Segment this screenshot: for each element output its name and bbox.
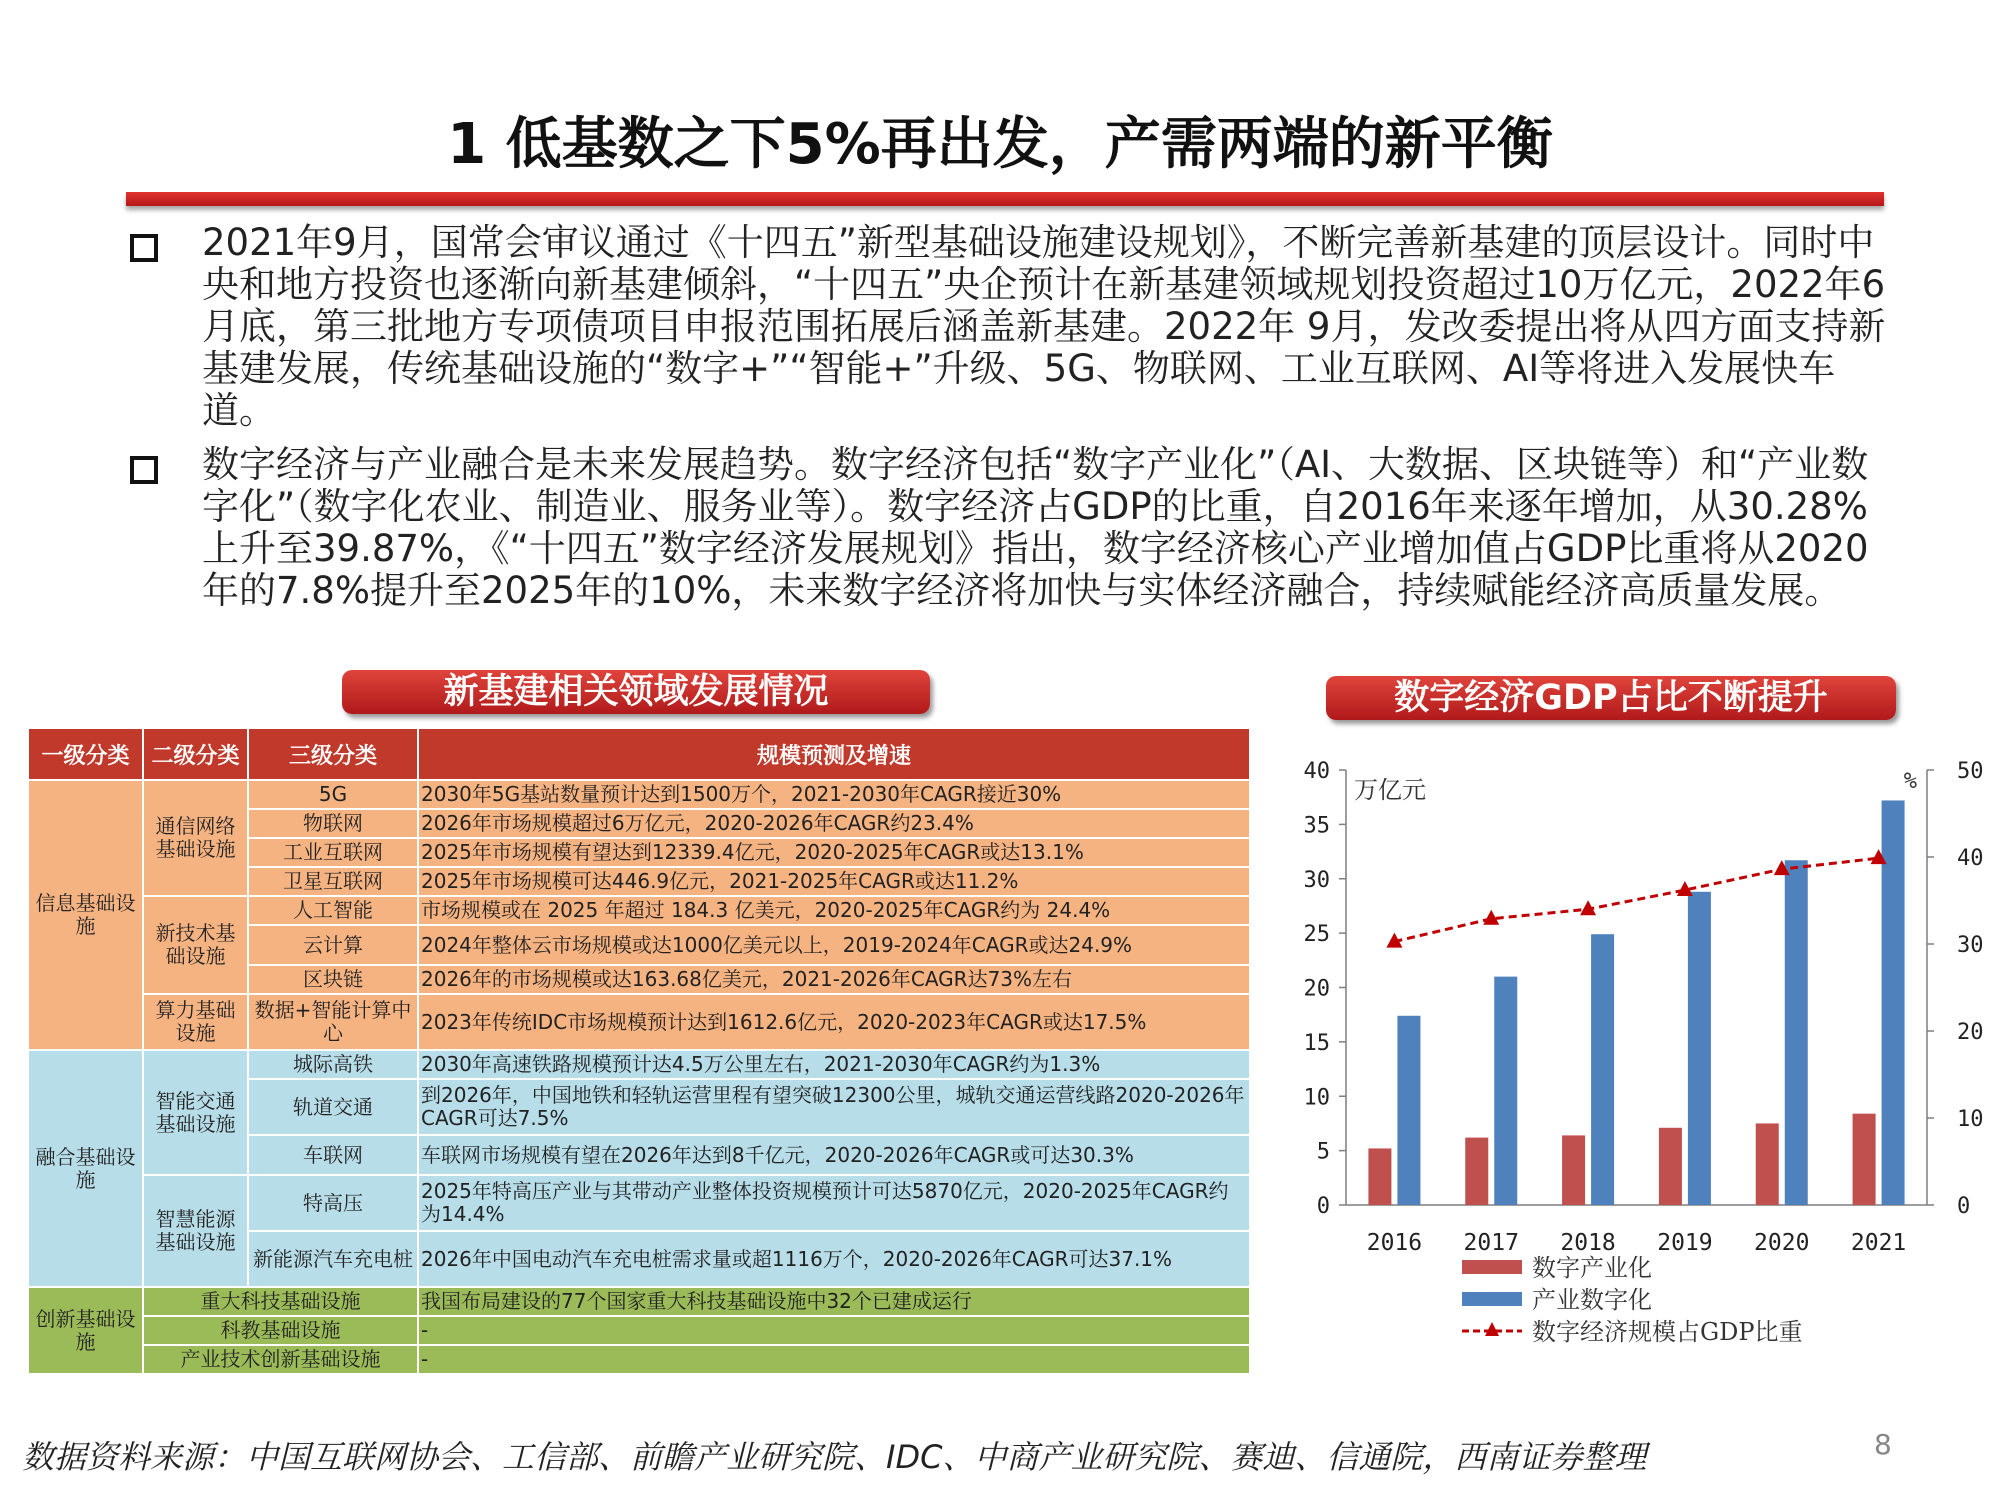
cell-desc: 2030年5G基站数量预计达到1500万个，2021-2030年CAGR接近30% <box>418 780 1250 809</box>
bar-industrial-digitalization <box>1494 977 1517 1205</box>
header-level2: 二级分类 <box>143 728 248 780</box>
cell-desc: 2025年市场规模可达446.9亿元，2021-2025年CAGR或达11.2% <box>418 867 1250 896</box>
y-tick-label-right: 10 <box>1957 1107 1984 1132</box>
y-tick-label-right: 20 <box>1957 1020 1984 1045</box>
cell-l3: 科教基础设施 <box>143 1316 418 1345</box>
chart-banner: 数字经济GDP占比不断提升 <box>1326 676 1896 720</box>
cell-desc: 2030年高速铁路规模预计达4.5万公里左右，2021-2030年CAGR约为1.3% <box>418 1050 1250 1079</box>
subgroup-energy: 智慧能源基础设施 <box>143 1175 248 1287</box>
table-row <box>28 780 1250 809</box>
cell-l3: 产业技术创新基础设施 <box>143 1345 418 1374</box>
y-tick-label-left: 35 <box>1303 813 1330 839</box>
x-tick-label: 2018 <box>1560 1230 1616 1256</box>
cell-desc: 2025年市场规模有望达到12339.4亿元，2020-2025年CAGR或达13.1% <box>418 838 1250 867</box>
bullet-item <box>126 222 1896 432</box>
group-innovation: 创新基础设施 <box>28 1287 143 1374</box>
bullet-text: 2021年9月，国常会审议通过《十四五”新型基础设施建设规划》，不断完善新基建的顶层设计。同时中央和地方投资也逐渐向新基建倾斜，“十四五”央企预计在新基建领域规划投资超过10万亿元，2022年6月底，第三批地方专项债项目申报范围拓展后涵盖新基建。2022年 9月，发改委提出将从四方面支持新基建发展，传统基础设施的“数字+”“智能+”升级、5G、物联网、工业互联网、AI等将进入发展快车道。 <box>202 221 1886 432</box>
table-row <box>28 896 1250 925</box>
cell-l3: 特高压 <box>248 1175 418 1231</box>
square-bullet-icon <box>130 234 158 262</box>
cell-l3: 物联网 <box>248 809 418 838</box>
legend-swatch <box>1462 1260 1522 1274</box>
y-tick-label-right: 0 <box>1957 1194 1971 1219</box>
bullet-item <box>126 444 1896 612</box>
bar-industrial-digitalization <box>1688 892 1711 1205</box>
subgroup-newtech: 新技术基础设施 <box>143 896 248 994</box>
table-row <box>28 1287 1250 1316</box>
cell-l3: 数据+智能计算中心 <box>248 994 418 1050</box>
table-header-row <box>28 728 1250 780</box>
y-tick-label-right: 40 <box>1957 846 1984 871</box>
header-level1: 一级分类 <box>28 728 143 780</box>
legend-swatch <box>1462 1292 1522 1306</box>
y-tick-label-right: 50 <box>1957 759 1984 784</box>
cell-l3: 卫星互联网 <box>248 867 418 896</box>
y-tick-label-left: 30 <box>1303 867 1330 893</box>
bar-digital-industrialization <box>1853 1114 1876 1205</box>
legend-marker <box>1485 1322 1499 1336</box>
cell-desc: 2026年市场规模超过6万亿元，2020-2026年CAGR约23.4% <box>418 809 1250 838</box>
header-level3: 三级分类 <box>248 728 418 780</box>
y-axis-right-label: % <box>1903 769 1917 794</box>
x-tick-label: 2017 <box>1463 1230 1519 1256</box>
bar-industrial-digitalization <box>1397 1016 1420 1205</box>
legend-label: 数字产业化 <box>1532 1254 1652 1282</box>
cell-desc: 到2026年，中国地铁和轻轨运营里程有望突破12300公里，城轨交通运营线路2020-2026年CAGR可达7.5% <box>418 1079 1250 1135</box>
bar-digital-industrialization <box>1368 1148 1391 1205</box>
bullet-text: 数字经济与产业融合是未来发展趋势。数字经济包括“数字产业化”（AI、大数据、区块链等）和“产业数字化”（数字化农业、制造业、服务业等）。数字经济占GDP的比重，自2016年来逐年增加，从30.28%上升至39.87%，《“十四五”数字经济发展规划》指出，数字经济核心产业增加值占GDP比重将从2020年的7.8%提升至2025年的10%，未来数字经济将加快与实体经济融合，持续赋能经济高质量发展。 <box>202 443 1869 612</box>
infrastructure-table <box>27 727 1251 1375</box>
cell-desc: 车联网市场规模有望在2026年达到8千亿元，2020-2026年CAGR或可达30.3% <box>418 1135 1250 1175</box>
cell-desc: 市场规模或在 2025 年超过 184.3 亿美元，2020-2025年CAGR约为 24.4% <box>418 896 1250 925</box>
cell-desc: 2023年传统IDC市场规模预计达到1612.6亿元，2020-2023年CAGR或达17.5% <box>418 994 1250 1050</box>
square-bullet-icon <box>130 456 158 484</box>
cell-desc: 2025年特高压产业与其带动产业整体投资规模预计可达5870亿元，2020-2025年CAGR约为14.4% <box>418 1175 1250 1231</box>
bar-industrial-digitalization <box>1785 860 1808 1205</box>
bar-digital-industrialization <box>1659 1128 1682 1205</box>
subgroup-transport: 智能交通基础设施 <box>143 1050 248 1175</box>
y-axis-left-label: 万亿元 <box>1354 776 1426 804</box>
header-forecast: 规模预测及增速 <box>418 728 1250 780</box>
x-tick-label: 2019 <box>1657 1230 1713 1256</box>
x-tick-label: 2020 <box>1754 1230 1810 1256</box>
cell-l3: 重大科技基础设施 <box>143 1287 418 1316</box>
table-row <box>28 1316 1250 1345</box>
bar-industrial-digitalization <box>1882 800 1905 1205</box>
page-title: 1 低基数之下5%再出发，产需两端的新平衡 <box>447 112 1553 177</box>
x-tick-label: 2016 <box>1366 1230 1423 1256</box>
bar-digital-industrialization <box>1756 1123 1779 1205</box>
table-banner: 新基建相关领域发展情况 <box>342 670 930 714</box>
y-tick-label-left: 5 <box>1316 1139 1330 1165</box>
table-row <box>28 1345 1250 1374</box>
x-tick-label: 2021 <box>1850 1230 1907 1256</box>
cell-l3: 工业互联网 <box>248 838 418 867</box>
cell-l3: 5G <box>248 780 418 809</box>
cell-desc: 我国布局建设的77个国家重大科技基础设施中32个已建成运行 <box>418 1287 1250 1316</box>
table-row <box>28 1050 1250 1079</box>
cell-desc: 2026年的市场规模或达163.68亿美元，2021-2026年CAGR达73%左右 <box>418 965 1250 994</box>
subgroup-comm: 通信网络基础设施 <box>143 780 248 896</box>
legend-label: 产业数字化 <box>1532 1286 1652 1314</box>
subgroup-compute: 算力基础设施 <box>143 994 248 1050</box>
y-tick-label-left: 15 <box>1303 1030 1330 1056</box>
y-tick-label-left: 25 <box>1303 922 1330 948</box>
cell-l3: 城际高铁 <box>248 1050 418 1079</box>
y-tick-label-left: 20 <box>1303 976 1330 1002</box>
bar-industrial-digitalization <box>1591 934 1614 1205</box>
cell-desc: 2026年中国电动汽车充电桩需求量或超1116万个，2020-2026年CAGR可达37.1% <box>418 1231 1250 1287</box>
cell-desc: - <box>418 1345 1250 1374</box>
cell-desc: - <box>418 1316 1250 1345</box>
table-row <box>28 994 1250 1050</box>
cell-l3: 车联网 <box>248 1135 418 1175</box>
digital-economy-chart <box>1262 745 1992 1405</box>
y-tick-label-left: 40 <box>1303 759 1330 784</box>
title-divider <box>126 192 1884 206</box>
group-fusion: 融合基础设施 <box>28 1050 143 1287</box>
cell-l3: 新能源汽车充电桩 <box>248 1231 418 1287</box>
cell-l3: 区块链 <box>248 965 418 994</box>
group-info: 信息基础设施 <box>28 780 143 1050</box>
bullet-list <box>126 222 1896 624</box>
page-number: 8 <box>1874 1428 1892 1461</box>
cell-desc: 2024年整体云市场规模或达1000亿美元以上，2019-2024年CAGR或达24.9% <box>418 925 1250 965</box>
y-tick-label-right: 30 <box>1957 933 1984 958</box>
legend-label: 数字经济规模占GDP比重 <box>1532 1318 1803 1346</box>
bar-digital-industrialization <box>1562 1135 1585 1205</box>
data-source-note: 数据资料来源：中国互联网协会、工信部、前瞻产业研究院、IDC、中商产业研究院、赛迪、信通院，西南证券整理 <box>22 1438 1647 1476</box>
cell-l3: 云计算 <box>248 925 418 965</box>
bar-digital-industrialization <box>1465 1138 1488 1205</box>
cell-l3: 轨道交通 <box>248 1079 418 1135</box>
cell-l3: 人工智能 <box>248 896 418 925</box>
y-tick-label-left: 10 <box>1303 1085 1330 1111</box>
y-tick-label-left: 0 <box>1316 1194 1330 1219</box>
table-row <box>28 1175 1250 1231</box>
